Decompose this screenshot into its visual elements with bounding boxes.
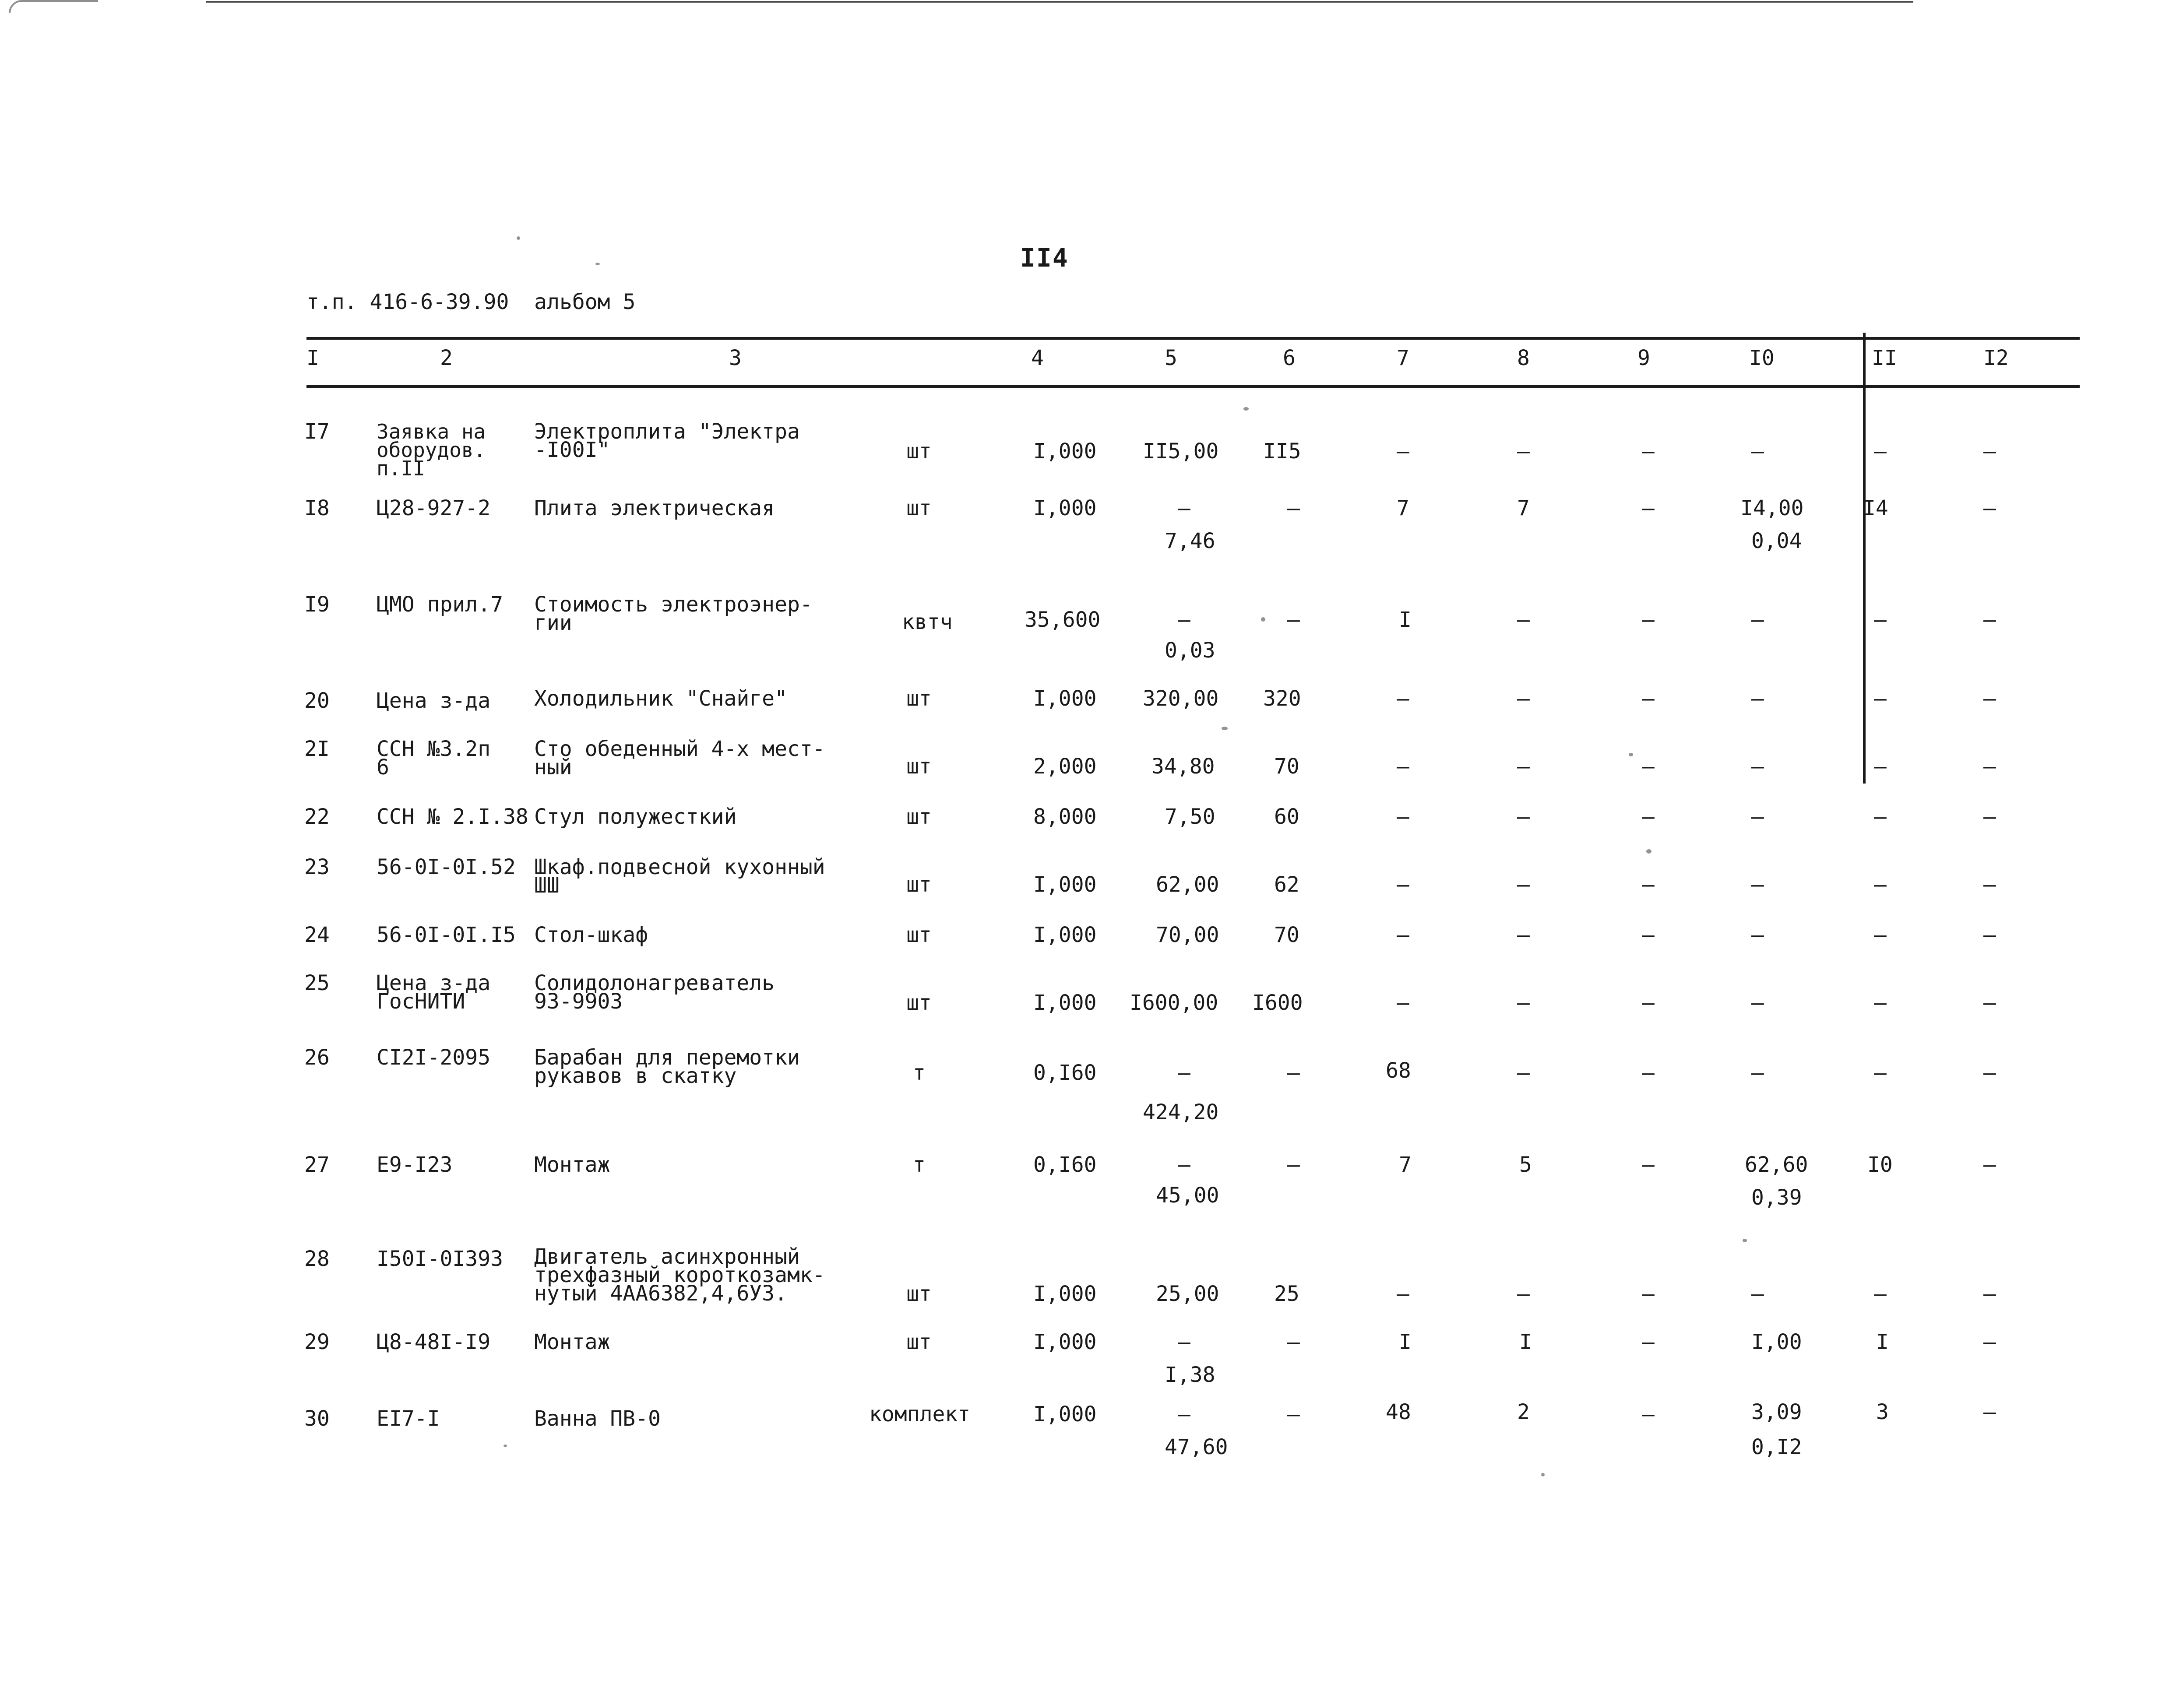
row-col11: – — [1874, 1061, 1887, 1085]
row-col11: – — [1874, 923, 1887, 947]
row-col12: – — [1983, 608, 1996, 632]
row-col12: – — [1983, 686, 1996, 711]
row-col9: – — [1642, 686, 1655, 711]
row-col8: – — [1517, 923, 1530, 947]
row-price: II5,00 — [1143, 439, 1219, 464]
row-col8: – — [1517, 608, 1530, 632]
row-quantity: I,000 — [1033, 991, 1097, 1015]
row-col11: – — [1874, 686, 1887, 711]
row-name: Плита электрическая — [534, 496, 775, 520]
row-name: Сто обеденный 4-х мест- ный — [534, 737, 825, 780]
row-price-secondary: 47,60 — [1165, 1435, 1228, 1459]
row-col12: – — [1983, 439, 1996, 464]
row-quantity: 0,I60 — [1033, 1153, 1097, 1177]
row-number: 24 — [304, 923, 330, 947]
row-col10: 3,09 — [1751, 1400, 1802, 1424]
row-number: 2I — [304, 737, 330, 761]
row-col7: – — [1397, 686, 1409, 711]
row-col12: – — [1983, 1061, 1996, 1085]
row-code: Заявка на оборудов. п.II — [377, 420, 486, 480]
row-col12: – — [1983, 805, 1996, 829]
row-col11: – — [1874, 991, 1887, 1015]
row-col7: – — [1397, 991, 1409, 1015]
row-total: – — [1287, 608, 1300, 632]
row-col8: – — [1517, 872, 1530, 897]
row-col7: – — [1397, 1282, 1409, 1306]
row-price: 70,00 — [1156, 923, 1219, 947]
row-name: Стоимость электроэнер- гии — [534, 592, 813, 635]
row-number: I8 — [304, 496, 330, 520]
row-col12: – — [1983, 923, 1996, 947]
row-col7: 68 — [1386, 1058, 1411, 1083]
row-name: Солидолонагреватель 93-9903 — [534, 971, 775, 1014]
row-number: 27 — [304, 1153, 330, 1177]
row-code: Ц8-48I-I9 — [377, 1330, 491, 1354]
row-col9: – — [1642, 923, 1655, 947]
row-quantity: 2,000 — [1033, 754, 1097, 779]
row-name: Холодильник "Снайге" — [534, 686, 787, 711]
row-total: 25 — [1274, 1282, 1299, 1306]
row-number: 25 — [304, 971, 330, 995]
row-price-secondary: 424,20 — [1143, 1100, 1219, 1125]
row-unit: шт — [906, 439, 932, 464]
row-unit: т — [913, 1061, 926, 1085]
row-col10: – — [1751, 608, 1764, 632]
row-col12: – — [1983, 754, 1996, 779]
column-number: 6 — [1283, 346, 1296, 370]
row-name: Шкаф.подвесной кухонный ШШ — [534, 855, 825, 898]
row-col9: – — [1642, 991, 1655, 1015]
row-price: 25,00 — [1156, 1282, 1219, 1306]
row-unit: шт — [906, 923, 932, 947]
row-col12: – — [1983, 496, 1996, 520]
row-col7: – — [1397, 439, 1409, 464]
column-number: II — [1872, 346, 1897, 370]
row-number: 22 — [304, 805, 330, 829]
row-quantity: I,000 — [1033, 439, 1097, 464]
row-code: 56-0I-0I.52 — [377, 855, 516, 879]
row-col12: – — [1983, 1330, 1996, 1354]
row-col10: – — [1751, 686, 1764, 711]
row-col8: – — [1517, 1061, 1530, 1085]
row-price: – — [1178, 1330, 1190, 1354]
row-price: – — [1178, 1402, 1190, 1427]
scan-top-edge — [206, 1, 1913, 3]
row-col9: – — [1642, 872, 1655, 897]
document-reference: т.п. 416-6-39.90 альбом 5 — [306, 290, 636, 314]
row-total: 70 — [1274, 754, 1299, 779]
row-col7: – — [1397, 805, 1409, 829]
row-col10: I4,00 — [1740, 496, 1804, 520]
row-total: – — [1287, 1153, 1300, 1177]
row-col9: – — [1642, 1153, 1655, 1177]
row-col10: – — [1751, 923, 1764, 947]
row-col8: – — [1517, 1282, 1530, 1306]
row-price: 62,00 — [1156, 872, 1219, 897]
row-col9: – — [1642, 496, 1655, 520]
row-col8: 2 — [1517, 1400, 1530, 1424]
row-code: Цена з-да — [377, 689, 491, 713]
row-price-secondary: I,38 — [1165, 1363, 1215, 1387]
row-col10: – — [1751, 439, 1764, 464]
row-total: 70 — [1274, 923, 1299, 947]
row-unit: шт — [906, 754, 932, 779]
row-col10: – — [1751, 1282, 1764, 1306]
row-number: 20 — [304, 689, 330, 713]
row-quantity: I,000 — [1033, 1330, 1097, 1354]
row-quantity: I,000 — [1033, 1282, 1097, 1306]
row-col9: – — [1642, 1282, 1655, 1306]
row-quantity: 35,600 — [1025, 608, 1101, 632]
row-col12: – — [1983, 1282, 1996, 1306]
row-number: 30 — [304, 1406, 330, 1431]
row-total: 320 — [1263, 686, 1301, 711]
row-unit: шт — [906, 686, 932, 711]
row-col10: – — [1751, 754, 1764, 779]
row-col9: – — [1642, 1402, 1655, 1427]
row-price: – — [1178, 608, 1190, 632]
row-col10: – — [1751, 872, 1764, 897]
page-number: II4 — [1020, 243, 1069, 273]
row-col10: – — [1751, 805, 1764, 829]
column-number: 3 — [729, 346, 742, 370]
row-number: I7 — [304, 419, 330, 444]
row-col11: I4 — [1863, 496, 1888, 520]
row-col8: I — [1519, 1330, 1532, 1354]
column-number: I — [306, 346, 319, 370]
row-unit: комплект — [869, 1402, 971, 1427]
row-unit: шт — [906, 872, 932, 897]
row-col9: – — [1642, 1061, 1655, 1085]
row-price: 320,00 — [1143, 686, 1219, 711]
row-col9: – — [1642, 1330, 1655, 1354]
row-unit: шт — [906, 1330, 932, 1354]
row-number: 23 — [304, 855, 330, 879]
row-col7: I — [1399, 608, 1412, 632]
row-quantity: 8,000 — [1033, 805, 1097, 829]
column-number: 8 — [1517, 346, 1530, 370]
row-name: Барабан для перемотки рукавов в скатку — [534, 1045, 800, 1088]
column-number: I2 — [1983, 346, 2009, 370]
row-total: – — [1287, 1330, 1300, 1354]
table-top-rule — [306, 337, 2080, 340]
row-quantity: I,000 — [1033, 872, 1097, 897]
row-col8: 5 — [1519, 1153, 1532, 1177]
row-col10: – — [1751, 1061, 1764, 1085]
row-quantity: I,000 — [1033, 923, 1097, 947]
row-col9: – — [1642, 439, 1655, 464]
row-price-secondary: 0,03 — [1165, 638, 1215, 663]
row-code: Ц28-927-2 — [377, 496, 491, 520]
row-number: 26 — [304, 1045, 330, 1070]
row-col11: – — [1874, 608, 1887, 632]
row-name: Монтаж — [534, 1330, 610, 1354]
row-col12: – — [1983, 872, 1996, 897]
row-name: Монтаж — [534, 1153, 610, 1177]
row-col11: – — [1874, 872, 1887, 897]
row-code: I50I-0I393 — [377, 1247, 503, 1271]
row-quantity: 0,I60 — [1033, 1061, 1097, 1085]
row-code: Цена з-да ГосНИТИ — [377, 971, 491, 1014]
row-price: 34,80 — [1151, 754, 1215, 779]
row-total: I600 — [1252, 991, 1303, 1015]
row-total: 62 — [1274, 872, 1299, 897]
row-unit: шт — [906, 991, 932, 1015]
row-col8: – — [1517, 754, 1530, 779]
row-col9: – — [1642, 805, 1655, 829]
row-code: ССН №3.2п 6 — [377, 737, 491, 780]
row-col12: – — [1983, 1153, 1996, 1177]
row-code: ССН № 2.I.38 — [377, 805, 528, 829]
row-name: Электроплита "Электра -I00I" — [534, 419, 800, 462]
row-total: – — [1287, 1061, 1300, 1085]
row-price: I600,00 — [1130, 991, 1218, 1015]
row-col7: I — [1399, 1330, 1412, 1354]
row-col10: 62,60 — [1745, 1153, 1808, 1177]
row-number: 28 — [304, 1247, 330, 1271]
row-code: СI2I-2095 — [377, 1045, 491, 1070]
row-col7: 48 — [1386, 1400, 1411, 1424]
row-price: 7,50 — [1165, 805, 1215, 829]
row-col8: – — [1517, 991, 1530, 1015]
row-col11: 3 — [1876, 1400, 1889, 1424]
row-quantity: I,000 — [1033, 496, 1097, 520]
row-col11: – — [1874, 754, 1887, 779]
row-total: 60 — [1274, 805, 1299, 829]
row-col11: – — [1874, 1282, 1887, 1306]
row-code: Е9-I23 — [377, 1153, 453, 1177]
row-total: – — [1287, 1402, 1300, 1427]
row-total: – — [1287, 496, 1300, 520]
row-price: – — [1178, 1061, 1190, 1085]
row-col7: 7 — [1399, 1153, 1412, 1177]
row-code: 56-0I-0I.I5 — [377, 923, 516, 947]
row-name: Стул полужесткий — [534, 805, 737, 829]
row-col9: – — [1642, 754, 1655, 779]
row-col9: – — [1642, 608, 1655, 632]
column-divider — [1863, 333, 1866, 784]
row-col8: – — [1517, 439, 1530, 464]
row-number: 29 — [304, 1330, 330, 1354]
scan-corner-mark — [9, 0, 98, 13]
row-price: – — [1178, 496, 1190, 520]
row-col10: I,00 — [1751, 1330, 1802, 1354]
row-number: I9 — [304, 592, 330, 617]
row-name: Ванна ПВ-0 — [534, 1406, 661, 1431]
row-col12: – — [1983, 1400, 1996, 1424]
row-col12: – — [1983, 991, 1996, 1015]
row-unit: т — [913, 1153, 926, 1177]
row-quantity: I,000 — [1033, 686, 1097, 711]
row-col7: – — [1397, 754, 1409, 779]
column-number: 5 — [1165, 346, 1177, 370]
row-code: ЦМО прил.7 — [377, 592, 503, 617]
row-unit: квтч — [902, 610, 953, 634]
row-col8: 7 — [1517, 496, 1530, 520]
row-col7: – — [1397, 872, 1409, 897]
row-price-secondary: 7,46 — [1165, 529, 1215, 553]
table-header-rule — [306, 385, 2080, 388]
row-col11: I0 — [1867, 1153, 1893, 1177]
row-col10-secondary: 0,39 — [1751, 1185, 1802, 1210]
row-price: – — [1178, 1153, 1190, 1177]
column-number: 4 — [1031, 346, 1044, 370]
row-code: ЕI7-I — [377, 1406, 440, 1431]
row-col11: – — [1874, 805, 1887, 829]
row-unit: шт — [906, 805, 932, 829]
row-col10: – — [1751, 991, 1764, 1015]
row-name: Двигатель асинхронный трехфазный короткозамк- нутый 4АА6382,4,6У3. — [534, 1244, 825, 1306]
row-col7: – — [1397, 923, 1409, 947]
row-col8: – — [1517, 805, 1530, 829]
row-col11: I — [1876, 1330, 1889, 1354]
row-unit: шт — [906, 496, 932, 520]
row-col7: 7 — [1397, 496, 1409, 520]
row-col10-secondary: 0,04 — [1751, 529, 1802, 553]
row-col11: – — [1874, 439, 1887, 464]
row-price-secondary: 45,00 — [1156, 1183, 1219, 1208]
column-number: I0 — [1749, 346, 1775, 370]
row-total: II5 — [1263, 439, 1301, 464]
column-number: 9 — [1637, 346, 1650, 370]
row-col8: – — [1517, 686, 1530, 711]
row-unit: шт — [906, 1282, 932, 1306]
column-number: 7 — [1397, 346, 1409, 370]
column-number: 2 — [440, 346, 453, 370]
row-col10-secondary: 0,I2 — [1751, 1435, 1802, 1459]
row-name: Стол-шкаф — [534, 923, 648, 947]
row-quantity: I,000 — [1033, 1402, 1097, 1427]
